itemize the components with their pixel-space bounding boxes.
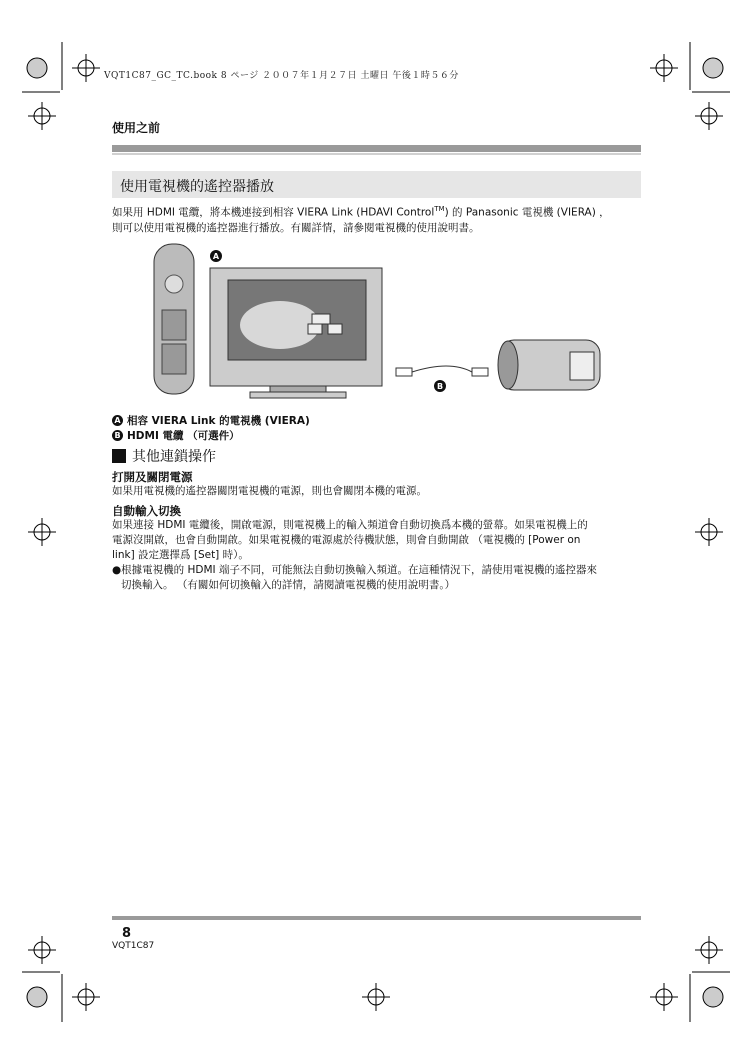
power-heading: 打開及關閉電源 — [112, 470, 193, 484]
bullet-line-1: ●根據電視機的 HDMI 端子不同，可能無法自動切換輸入頻道。在這種情況下，請使用電視機的遙控器來 — [112, 564, 597, 576]
hdmi-cable-icon — [396, 366, 488, 376]
label-a: A — [212, 252, 220, 261]
other-operations-heading — [112, 446, 216, 466]
connection-illustration — [150, 240, 610, 410]
trademark: TM — [434, 205, 445, 213]
bullet-line-2: 切換輸入。 （有關如何切換輸入的詳情，請閱讀電視機的使用說明書。） — [121, 579, 456, 591]
caption-b — [112, 428, 240, 443]
input-heading: 自動輸入切換 — [112, 504, 181, 518]
page-title: 使用電視機的遙控器播放 — [120, 179, 274, 195]
square-bullet-icon — [112, 449, 126, 463]
tv-icon — [210, 268, 382, 398]
caption-b-text: HDMI 電纜 （可選件） — [127, 430, 240, 442]
intro-paragraph — [112, 202, 647, 236]
caption-a — [112, 413, 310, 428]
bottom-divider — [112, 916, 641, 920]
caption-b-marker: B — [112, 430, 123, 441]
caption-a-text: 相容 VIERA Link 的電視機 (VIERA) — [127, 415, 310, 427]
top-divider-thin — [112, 153, 641, 155]
intro-text-1: 如果用 HDMI 電纜，將本機連接到相容 VIERA Link (HDAVI Control — [112, 206, 435, 219]
top-divider — [112, 145, 641, 152]
camcorder-icon — [498, 340, 600, 390]
print-header: VQT1C87_GC_TC.book 8 ページ ２００７年１月２７日 土曜日 午後１時５６分 — [104, 71, 459, 81]
input-paragraph — [112, 518, 647, 593]
intro-text-2: ) 的 Panasonic 電視機 (VIERA) ， — [444, 206, 610, 219]
intro-text-3: 則可以使用電視機的遙控器進行播放。有關詳情，請參閱電視機的使用說明書。 — [112, 221, 480, 234]
caption-a-marker: A — [112, 415, 123, 426]
other-operations-title: 其他連鎖操作 — [132, 449, 216, 465]
document-code: VQT1C87 — [112, 941, 155, 951]
input-line-1: 如果連接 HDMI 電纜後，開啟電源，則電視機上的輸入頻道會自動切換爲本機的螢幕。如果電視機上的 — [112, 519, 588, 531]
section-title: 使用之前 — [112, 121, 161, 135]
input-line-3: link] 設定選擇爲 [Set] 時）。 — [112, 549, 249, 561]
input-line-2: 電源沒開啟，也會自動開啟。如果電視機的電源處於待機狀態，則會自動開啟 （電視機的 [Power on — [112, 534, 581, 546]
page-number: 8 — [122, 926, 132, 941]
power-text: 如果用電視機的遙控器關閉電視機的電源，則也會關閉本機的電源。 — [112, 485, 427, 497]
remote-control-icon — [154, 244, 194, 394]
page-title-box — [112, 171, 641, 198]
label-b: B — [436, 382, 444, 391]
